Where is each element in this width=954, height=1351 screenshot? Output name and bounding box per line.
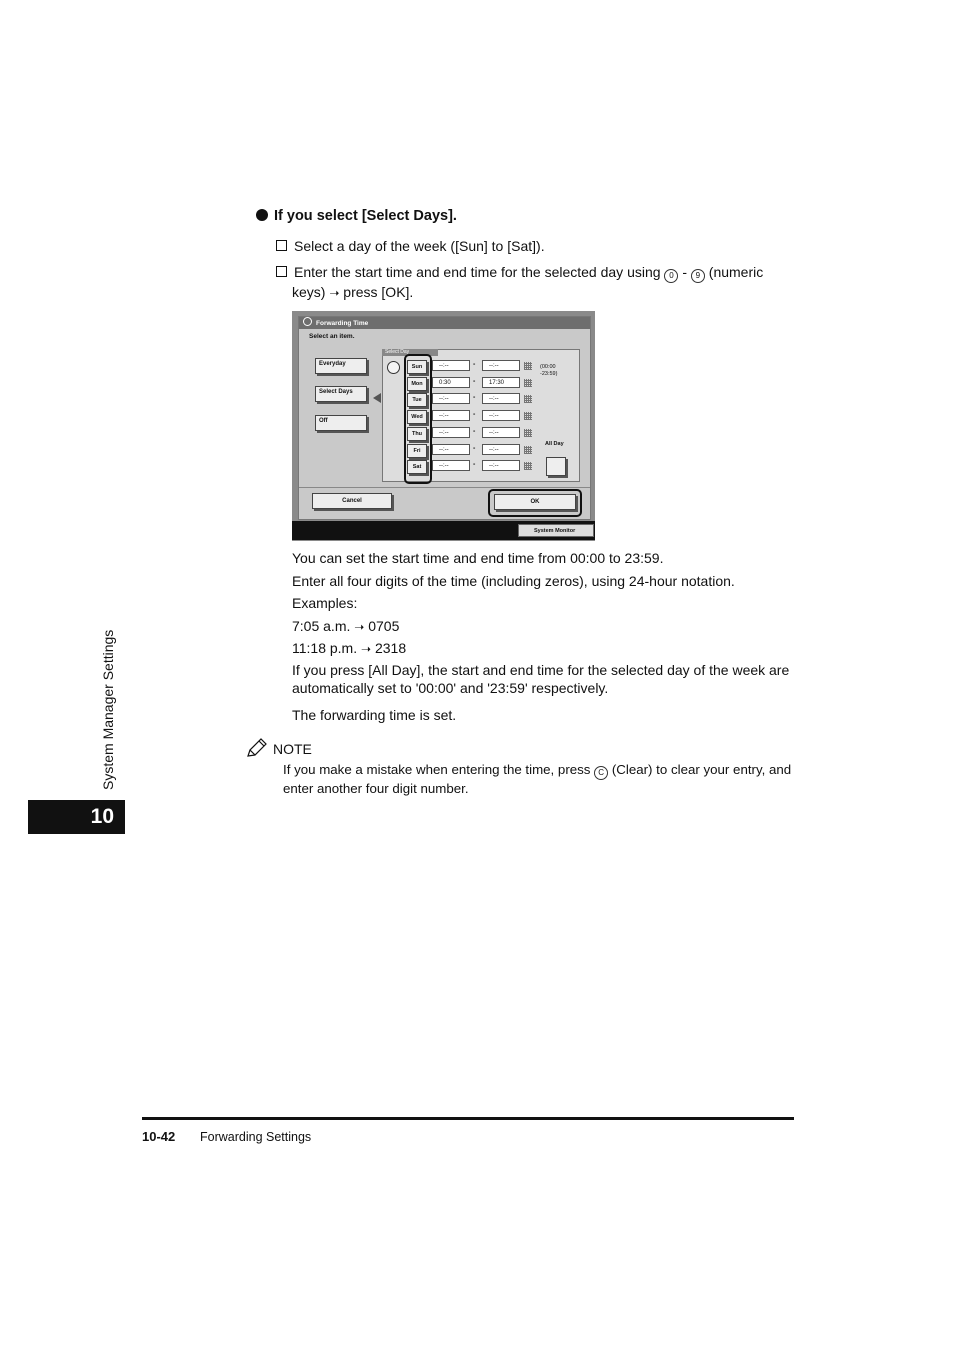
days-tab: Select Day (382, 349, 438, 356)
sidebar-title: System Manager Settings (100, 629, 116, 790)
day-button-wed[interactable]: Wed (407, 410, 427, 424)
keypad-icon[interactable] (524, 362, 532, 370)
chapter-tab: 10 (28, 800, 125, 834)
checkbox-bullet-icon (276, 240, 287, 251)
panel-titlebar: Forwarding Time (299, 317, 590, 329)
start-time-field[interactable]: --:-- (432, 460, 470, 471)
page-section-title: Forwarding Settings (200, 1130, 312, 1144)
end-time-field[interactable]: --:-- (482, 460, 520, 471)
start-time-field[interactable]: --:-- (432, 410, 470, 421)
clock-icon (387, 361, 400, 374)
range-dash: - (473, 445, 476, 452)
start-time-field[interactable]: --:-- (432, 393, 470, 404)
end-time-field[interactable]: 17:30 (482, 377, 520, 388)
system-monitor-button[interactable]: System Monitor (518, 524, 594, 537)
section-heading: If you select [Select Days]. (256, 208, 457, 224)
day-button-fri[interactable]: Fri (407, 444, 427, 458)
note-label: NOTE (273, 741, 312, 757)
example-2: 11:18 p.m. ➝ 2318 (292, 640, 407, 656)
forwarding-time-panel (298, 316, 591, 520)
day-button-sun[interactable]: Sun (407, 360, 427, 374)
bullet-icon (256, 209, 268, 221)
result-text: The forwarding time is set. (292, 707, 457, 723)
keypad-icon[interactable] (524, 395, 532, 403)
note-range: You can set the start time and end time from 00:00 to 23:59. (292, 550, 664, 566)
time-range: (00:00 -23:59) (540, 364, 558, 377)
checkbox-bullet-icon (276, 266, 287, 277)
end-time-field[interactable]: --:-- (482, 410, 520, 421)
note-all-day: If you press [All Day], the start and end time for the selected day of the week are automatically set to '00:00' and '23:59' respectively. (292, 662, 790, 696)
forwarding-icon (303, 317, 312, 326)
range-dash: - (473, 428, 476, 435)
ok-button[interactable]: OK (494, 494, 576, 510)
page-number: 10-42 (142, 1129, 176, 1144)
range-dash: - (473, 361, 476, 368)
arrow-right-icon: ➝ (361, 642, 372, 656)
keypad-icon[interactable] (524, 446, 532, 454)
step-select-day: Select a day of the week ([Sun] to [Sat]). (276, 237, 545, 255)
start-time-field[interactable]: --:-- (432, 427, 470, 438)
step-enter-time: Enter the start time and end time for the selected day using 0 - 9 (numeric keys) ➝ press [OK]. (276, 263, 796, 302)
select-days-button[interactable]: Select Days (315, 386, 367, 402)
range-dash: - (473, 461, 476, 468)
all-day-button[interactable] (546, 457, 566, 476)
day-button-sat[interactable]: Sat (407, 460, 427, 474)
footer-rule (142, 1117, 794, 1120)
start-time-field[interactable]: --:-- (432, 444, 470, 455)
off-button[interactable]: Off (315, 415, 367, 431)
keypad-icon[interactable] (524, 412, 532, 420)
cancel-button[interactable]: Cancel (312, 493, 392, 509)
clear-key-icon: C (594, 766, 608, 780)
range-dash: - (473, 394, 476, 401)
pencil-icon (246, 738, 268, 758)
note-examples: Examples: (292, 595, 358, 611)
range-dash: - (473, 411, 476, 418)
arrow-right-icon: ➝ (329, 286, 340, 300)
end-time-field[interactable]: --:-- (482, 427, 520, 438)
keypad-icon[interactable] (524, 429, 532, 437)
arrow-right-icon: ➝ (354, 620, 365, 634)
keypad-icon[interactable] (524, 379, 532, 387)
example-1: 7:05 a.m. ➝ 0705 (292, 618, 400, 634)
day-button-tue[interactable]: Tue (407, 393, 427, 407)
range-dash: - (473, 378, 476, 385)
everyday-button[interactable]: Everyday (315, 358, 367, 374)
note-format: Enter all four digits of the time (including zeros), using 24-hour notation. (292, 573, 735, 589)
start-time-field[interactable]: 0:30 (432, 377, 470, 388)
divider (299, 487, 590, 488)
note-text: If you make a mistake when entering the time, press C (Clear) to clear your entry, and enter another four digit number. (283, 762, 792, 796)
day-button-mon[interactable]: Mon (407, 377, 427, 391)
start-time-field[interactable]: --:-- (432, 360, 470, 371)
keypad-icon[interactable] (524, 462, 532, 470)
pointer-arrow-icon (373, 393, 381, 403)
key-9-icon: 9 (691, 269, 705, 283)
end-time-field[interactable]: --:-- (482, 393, 520, 404)
key-0-icon: 0 (664, 269, 678, 283)
end-time-field[interactable]: --:-- (482, 360, 520, 371)
all-day-label: All Day (545, 441, 564, 447)
day-button-thu[interactable]: Thu (407, 427, 427, 441)
select-label: Select an item. (309, 333, 355, 340)
end-time-field[interactable]: --:-- (482, 444, 520, 455)
